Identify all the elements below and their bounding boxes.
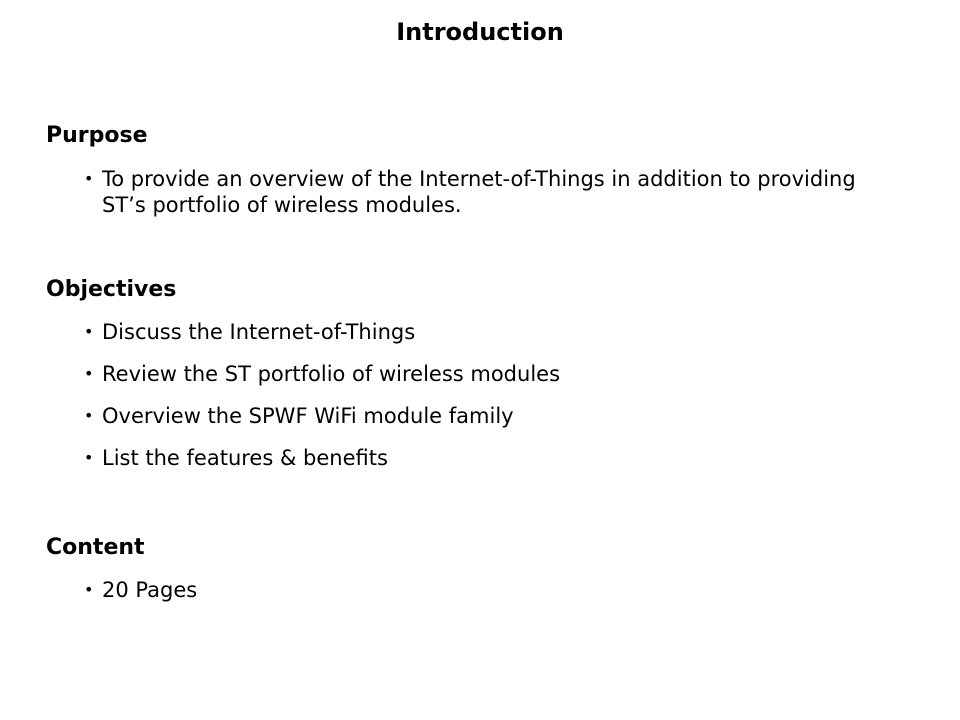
bullet-dot: • <box>84 322 94 341</box>
content-heading: Content <box>46 535 145 560</box>
objectives-heading: Objectives <box>46 277 177 302</box>
purpose-bullet <box>84 166 884 218</box>
content-bullet <box>84 577 884 603</box>
content-bullet-text: 20 Pages <box>102 578 198 602</box>
bullet-dot: • <box>84 580 94 599</box>
objectives-bullet-1 <box>84 319 884 345</box>
objectives-bullet-text: List the features & benefits <box>102 446 388 470</box>
objectives-bullet-text: Review the ST portfolio of wireless modules <box>102 362 561 386</box>
bullet-dot: • <box>84 364 94 383</box>
purpose-heading: Purpose <box>46 123 148 148</box>
slide-title: Introduction <box>396 18 564 46</box>
objectives-bullet-2 <box>84 361 884 387</box>
bullet-dot: • <box>84 448 94 467</box>
purpose-bullet-text: To provide an overview of the Internet-of-Things in addition to providing ST’s portfolio of wireless modules. <box>102 167 856 217</box>
objectives-bullet-3 <box>84 403 884 429</box>
objectives-bullet-4 <box>84 445 884 471</box>
bullet-dot: • <box>84 406 94 425</box>
objectives-bullet-text: Overview the SPWF WiFi module family <box>102 404 514 428</box>
bullet-dot: • <box>84 169 94 188</box>
objectives-bullet-text: Discuss the Internet-of-Things <box>102 320 416 344</box>
